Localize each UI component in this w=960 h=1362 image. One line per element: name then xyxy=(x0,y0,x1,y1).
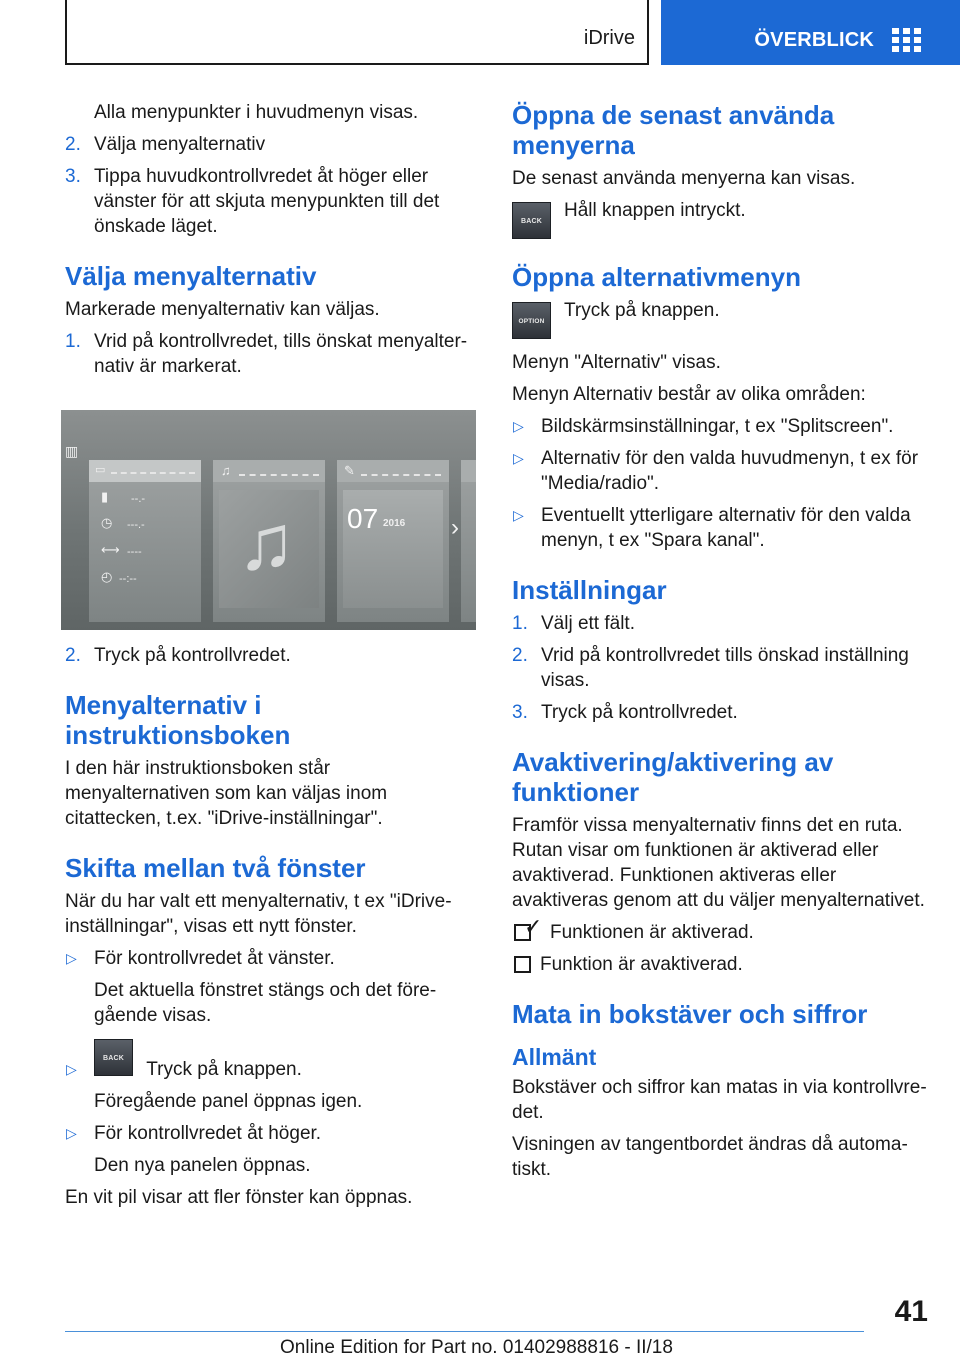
grid-icon xyxy=(892,28,922,54)
paragraph-allmant-1: Bokstäver och siffror kan matas in via kontrollvredet. xyxy=(512,1077,927,1123)
list-item xyxy=(65,1035,480,1114)
triangle-bullet-icon: ▷ xyxy=(513,507,524,523)
list-item xyxy=(65,1121,480,1178)
bullet-text: Tryck på knappen. xyxy=(146,1059,302,1080)
paragraph-alternativ-omraden: Menyn Alternativ består av olika områden: xyxy=(512,384,866,405)
bullet-subtext: Föregående panel öppnas igen. xyxy=(94,1091,363,1112)
consumption-icon: ◷ xyxy=(101,515,113,530)
menu-symbol-icon: ▥ xyxy=(65,443,79,459)
step-number: 3. xyxy=(65,166,81,187)
paragraph-alternativ-visas: Menyn "Alternativ" visas. xyxy=(512,352,721,373)
step-number: 2. xyxy=(65,134,81,155)
step-text: Vrid på kontrollvredet tills önskad inställning visas. xyxy=(541,645,909,691)
value-fuel: --.- xyxy=(131,493,146,505)
page-number: 41 xyxy=(894,1295,928,1328)
overview-tab-label: ÖVERBLICK xyxy=(754,29,874,51)
list-item xyxy=(512,503,928,553)
right-column xyxy=(512,100,928,1189)
step-text: Vrid på kontrollvredet, tills önskat menyalternativ är markerat. xyxy=(94,331,468,377)
option-button-icon: OPTION xyxy=(512,302,551,339)
heading-skifta: Skifta mellan två fönster xyxy=(65,853,366,883)
value-consumption: ---.- xyxy=(127,519,145,531)
legend-text: Funktion är avaktiverad. xyxy=(540,954,743,975)
overview-tab[interactable] xyxy=(661,0,960,65)
menu-tab-label xyxy=(111,472,195,474)
subheading-allmant: Allmänt xyxy=(512,1044,597,1070)
list-item xyxy=(65,132,480,157)
fuel-icon: ▮ xyxy=(101,489,109,504)
bullet-text: För kontrollvredet åt höger. xyxy=(94,1123,322,1144)
paragraph-senast: De senast använda menyerna kan visas. xyxy=(512,168,856,189)
triangle-bullet-icon: ▷ xyxy=(66,950,77,966)
menu-tab-active xyxy=(89,460,201,482)
checkbox-checked-legend xyxy=(512,914,928,945)
heading-menyalternativ-instruktionsboken: Menyalternativ i instruktionsboken xyxy=(65,690,291,750)
header-section-box xyxy=(65,0,649,65)
chevron-right-icon[interactable]: › xyxy=(451,514,459,541)
bullet-text: Eventuellt ytterligare alternativ för den valda menyn, t ex "Spara kanal". xyxy=(541,505,911,551)
step-text: Välja menyalternativ xyxy=(94,134,266,155)
step-number: 2. xyxy=(65,645,81,666)
value-time: --:-- xyxy=(119,573,137,585)
step-number: 2. xyxy=(512,645,528,666)
bullet-text: För kontrollvredet åt vänster. xyxy=(94,948,335,969)
list-item xyxy=(65,643,480,668)
heading-alternativmenyn: Öppna alternativmenyn xyxy=(512,262,801,292)
paragraph-valja: Markerade menyalternativ kan väljas. xyxy=(65,299,380,320)
calendar-day: 07 xyxy=(347,503,379,534)
option-instruction xyxy=(512,298,928,340)
list-item xyxy=(512,414,928,439)
value-distance: ---- xyxy=(127,546,142,558)
step-text: Välj ett fält. xyxy=(541,613,635,634)
list-item xyxy=(65,329,480,379)
back-button-icon: BACK xyxy=(512,202,551,239)
wrench-icon: ✎ xyxy=(344,463,355,478)
music-note-icon: ♫ xyxy=(221,463,231,478)
list-item xyxy=(512,446,928,496)
heading-mata-in: Mata in bokstäver och siffror xyxy=(512,999,868,1029)
step-text: Tryck på kontrollvredet. xyxy=(94,645,291,666)
distance-icon: ⟷ xyxy=(101,542,120,557)
heading-avaktivering: Avaktivering/aktivering av funktioner xyxy=(512,747,834,807)
paragraph-pil: En vit pil visar att fler fönster kan öppnas. xyxy=(65,1187,413,1208)
idrive-menu-screenshot xyxy=(61,410,476,630)
bullet-text: Bildskärmsinställningar, t ex "Splitscreen". xyxy=(541,416,894,437)
header-section-title: iDrive xyxy=(583,27,635,49)
heading-installningar: Inställningar xyxy=(512,575,667,605)
bullet-text: Alternativ för den valda huvudmenyn, t ex för "Media/radio". xyxy=(541,448,919,494)
triangle-bullet-icon: ▷ xyxy=(66,1061,77,1077)
list-item xyxy=(512,611,928,636)
footer-edition: Online Edition for Part no. 01402988816 - II/18 xyxy=(280,1337,673,1358)
heading-senast-anvanda: Öppna de senast använda menyerna xyxy=(512,100,835,160)
menu-panel xyxy=(461,460,476,622)
list-item xyxy=(65,946,480,1028)
paragraph-skifta: När du har valt ett menyalternativ, t ex "iDrive-inställningar", visas ett nytt fönster. xyxy=(65,891,452,937)
bullet-subtext: Den nya panelen öppnas. xyxy=(94,1155,311,1176)
paragraph-instruktionsboken: I den här instruktionsboken står menyalternativen som kan väljas inom citattecken, t.ex. "iDrive-inställningar". xyxy=(65,758,388,829)
step-number: 3. xyxy=(512,702,528,723)
checkbox-unchecked-legend xyxy=(512,952,928,977)
menu-tab-label xyxy=(361,474,441,476)
clock-icon: ◴ xyxy=(101,569,113,584)
instruction-text: Håll knappen intryckt. xyxy=(564,200,746,221)
left-column-continued xyxy=(65,643,480,1217)
step-text: Tryck på kontrollvredet. xyxy=(541,702,738,723)
intro-text: Alla menypunkter i huvudmenyn visas. xyxy=(94,102,419,123)
checkbox-unchecked-icon xyxy=(514,956,531,973)
step-text: Tippa huvudkontrollvredet åt höger eller vänster för att skjuta menypunkten till det önskade läget. xyxy=(94,166,440,237)
triangle-bullet-icon: ▷ xyxy=(66,1125,77,1141)
menu-panel xyxy=(89,460,201,622)
back-instruction xyxy=(512,198,928,240)
footer-divider xyxy=(65,1331,864,1332)
back-button-icon: BACK xyxy=(94,1039,133,1076)
list-item xyxy=(65,164,480,239)
calendar-year: 2016 xyxy=(383,518,406,529)
left-column xyxy=(65,100,480,386)
legend-text: Funktionen är aktiverad. xyxy=(550,922,754,943)
list-item xyxy=(512,643,928,693)
instruction-text: Tryck på knappen. xyxy=(564,300,720,321)
music-note-icon: ♫ xyxy=(237,498,296,586)
paragraph-allmant-2: Visningen av tangentbordet ändras då automatiskt. xyxy=(512,1134,908,1180)
car-icon: ▭ xyxy=(95,464,106,476)
menu-tab-label xyxy=(239,474,319,476)
paragraph-avaktivering: Framför vissa menyalternativ finns det en ruta. Rutan visar om funktionen är aktiverad eller avaktiverad. Funktionen aktiveras eller avaktiveras genom att du väljer menyalternativet. xyxy=(512,815,925,911)
checkmark-icon: ✓ xyxy=(524,914,543,939)
list-item xyxy=(512,700,928,725)
menu-tab xyxy=(461,460,476,482)
step-number: 1. xyxy=(512,613,528,634)
step-number: 1. xyxy=(65,331,81,352)
triangle-bullet-icon: ▷ xyxy=(513,450,524,466)
heading-valja: Välja menyalternativ xyxy=(65,261,317,291)
triangle-bullet-icon: ▷ xyxy=(513,418,524,434)
bullet-subtext: Det aktuella fönstret stängs och det föregående visas. xyxy=(94,980,437,1026)
